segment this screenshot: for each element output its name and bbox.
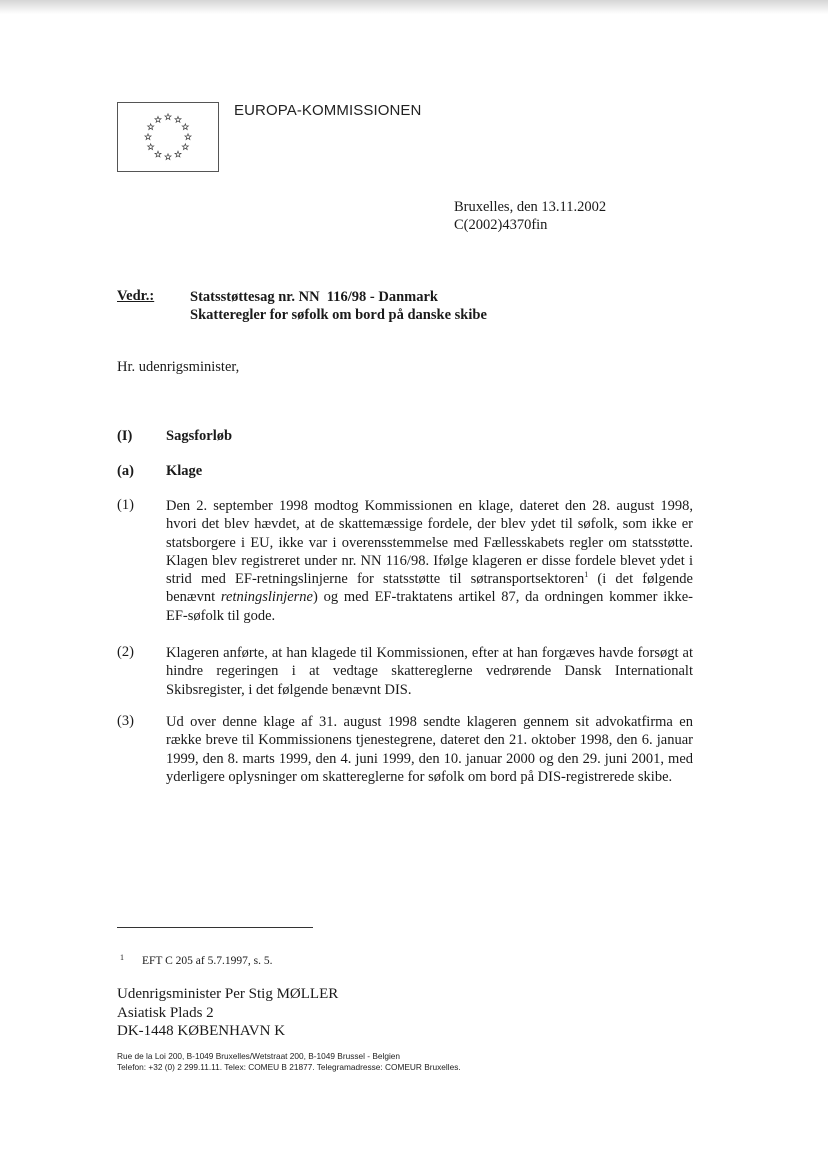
section-number: (I) (117, 428, 133, 444)
footnote-reference: 1 (584, 570, 589, 580)
footnote-divider (117, 927, 313, 928)
eu-star-icon (182, 144, 188, 150)
recipient-address (117, 985, 338, 1041)
paragraph-2: Klageren anførte, at han klagede til Kommissionen, efter at han forgæves havde forsøgt at hindre regeringen i at vedtage skattereglerne vedrørende Dansk Internationalt Skibsregister, i det følgende benævnt DIS. (166, 645, 693, 698)
eu-star-icon (165, 114, 171, 120)
eu-stars-icon (118, 103, 218, 171)
org-name: EUROPA-KOMMISSIONEN (234, 102, 422, 119)
paragraph-number: (2) (117, 644, 134, 660)
eu-star-icon (145, 134, 151, 140)
subject-line-1: Statsstøttesag nr. NN 116/98 - Danmark (190, 289, 438, 305)
section-title: Sagsforløb (166, 428, 233, 444)
footnote-mark: 1 (120, 953, 124, 962)
place-date: Bruxelles, den 13.11.2002 (454, 199, 607, 215)
footer (117, 1051, 461, 1072)
eu-star-icon (175, 116, 181, 122)
address-line-3: DK-1448 KØBENHAVN K (117, 1023, 286, 1039)
footer-line-2: Telefon: +32 (0) 2 299.11.11. Telex: COMEU B 21877. Telegramadresse: COMEUR Bruxelles. (117, 1061, 461, 1072)
footer-line-1: Rue de la Loi 200, B-1049 Bruxelles/Wetstraat 200, B-1049 Brussel - Belgien (117, 1051, 401, 1061)
eu-star-icon (182, 124, 188, 130)
subsection-number: (a) (117, 463, 134, 479)
date-block (454, 198, 606, 234)
paragraph-number: (1) (117, 497, 134, 513)
eu-logo (117, 102, 219, 172)
salutation: Hr. udenrigsminister, (117, 359, 240, 375)
subject-text (190, 288, 487, 324)
paragraph-3: Ud over denne klage af 31. august 1998 sendte klageren gennem sit advokatfirma en række breve til Kommissionens tjenestegrene, dateret den 21. oktober 1998, den 6. januar 1999, den 8. marts 1999, den 4. juni 1999, den 10. januar 2000 og den 29. juni 2001, med yderligere oplysninger om skattereglerne for søfolk om bord på DIS-registrerede skibe. (166, 714, 693, 785)
paragraph-1 (166, 497, 693, 625)
paragraph-number: (3) (117, 713, 134, 729)
page-top-edge (0, 0, 828, 14)
paragraph-1-text: Den 2. september 1998 modtog Kommissionen en klage, dateret den 28. august 1998, hvori det blev hævdet, at de skattemæssige fordele, der blev ydet til søfolk, som ikke er statsborgere i EU, ikke var i overensstemmelse med Fællesskabets regler om statsstøtte. Klagen blev registreret under nr. NN 116/98. Ifølge klageren er disse fordele blevet ydet i strid med EF-retningslinjerne for statsstøtte til søtransportsektoren (166, 498, 693, 588)
footnote-text: EFT C 205 af 5.7.1997, s. 5. (142, 955, 273, 967)
address-line-2: Asiatisk Plads 2 (117, 1004, 214, 1021)
eu-star-icon (165, 154, 171, 160)
subject-line-2: Skatteregler for søfolk om bord på danske skibe (190, 307, 487, 323)
paragraph-1-text-c: ) og med EF-traktatens artikel 87, da ordningen kommer ikke-EF-søfolk til gode. (166, 589, 693, 624)
eu-star-icon (155, 116, 161, 122)
address-line-1: Udenrigsminister Per Stig MØLLER (117, 986, 339, 1002)
eu-star-icon (185, 134, 191, 140)
subject-label: Vedr.: (117, 288, 155, 304)
paragraph-1-italic: retningslinjerne (220, 589, 313, 606)
reference-number: C(2002)4370fin (454, 217, 548, 233)
eu-star-icon (148, 124, 154, 130)
eu-star-icon (175, 151, 181, 157)
subsection-title: Klage (166, 463, 203, 479)
eu-star-icon (155, 151, 161, 157)
paragraph-1-text-b: (i det følgende benævnt (166, 571, 693, 606)
eu-star-icon (148, 144, 154, 150)
